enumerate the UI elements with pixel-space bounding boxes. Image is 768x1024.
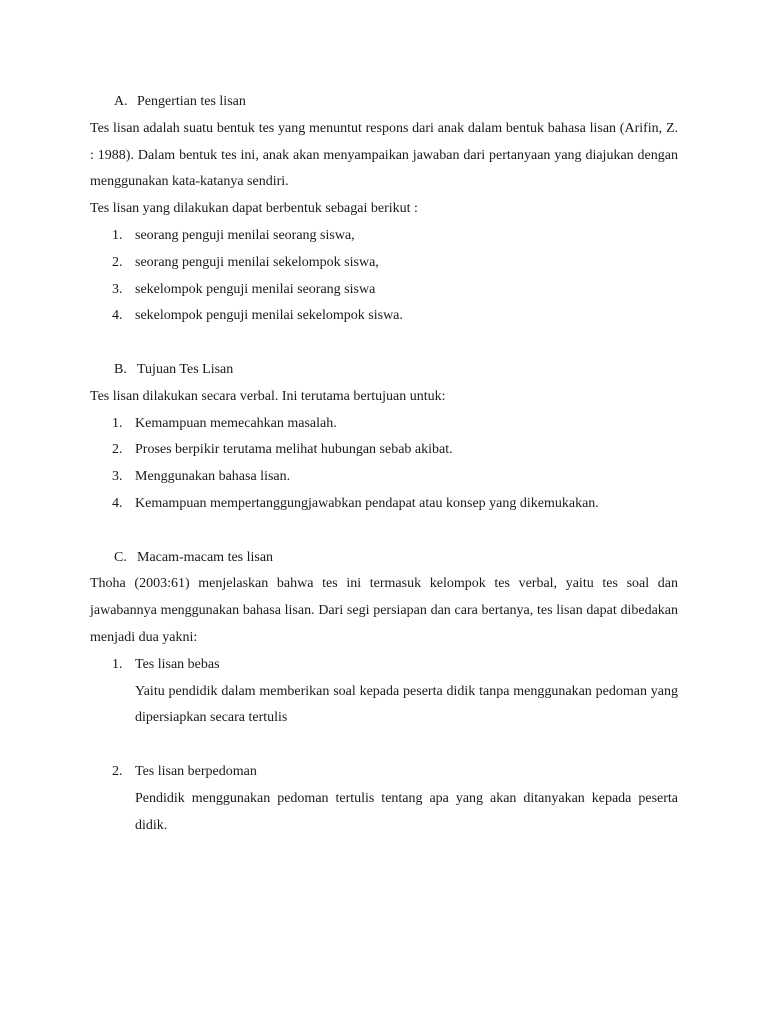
list-item-number: 2. (112, 254, 123, 270)
section-a-paragraph: Tes lisan adalah suatu bentuk tes yang menuntut respons dari anak dalam bentuk bahasa lisan (Arifin, Z. : 1988). Dalam bentuk tes ini, anak akan menyampaikan jawaban dari pertanyaan yang diajukan dengan menggunakan kata-katanya sendiri. (90, 120, 678, 190)
list-item (90, 491, 678, 518)
list-item-text: Kemampuan mempertanggungjawabkan pendapat atau konsep yang dikemukakan. (135, 495, 599, 511)
list-item-number: 4. (112, 495, 123, 511)
section-c-paragraph: Thoha (2003:61) menjelaskan bahwa tes ini termasuk kelompok tes verbal, yaitu tes soal dan jawabannya menggunakan bahasa lisan. Dari segi persiapan dan cara bertanya, tes lisan dapat dibedakan menjadi dua yakni: (90, 576, 678, 645)
list-item-number: 3. (112, 281, 123, 297)
list-item-number: 1. (112, 656, 123, 672)
list-item-text: Menggunakan bahasa lisan. (135, 469, 291, 485)
section-c-heading (90, 545, 678, 572)
list-item-text: seorang penguji menilai seorang siswa, (135, 227, 355, 243)
list-item-description: Pendidik menggunakan pedoman tertulis tentang apa yang akan ditanyakan kepada peserta didik. (135, 790, 678, 833)
section-c-title: Macam-macam tes lisan (137, 549, 274, 565)
list-item-number: 3. (112, 469, 123, 485)
list-item-text: seorang penguji menilai sekelompok siswa, (135, 254, 379, 270)
list-item-number: 4. (112, 308, 123, 324)
list-item (90, 652, 678, 679)
list-item-number: 1. (112, 415, 123, 431)
section-b-heading (90, 357, 678, 384)
list-item (90, 759, 678, 786)
list-item-text: sekelompok penguji menilai sekelompok siswa. (135, 308, 403, 324)
list-item (90, 464, 678, 491)
list-item-text: Proses berpikir terutama melihat hubungan sebab akibat. (135, 442, 453, 458)
list-item (90, 250, 678, 277)
document-page (90, 89, 678, 839)
spacer (90, 518, 678, 545)
list-item-number: 2. (112, 442, 123, 458)
list-item (90, 223, 678, 250)
section-a-heading (90, 89, 678, 116)
list-item (90, 277, 678, 304)
list-item-title: Tes lisan bebas (135, 656, 220, 672)
list-item (90, 303, 678, 330)
list-item-title: Tes lisan berpedoman (135, 763, 257, 779)
spacer (90, 732, 678, 759)
spacer (90, 330, 678, 357)
list-item-description: Yaitu pendidik dalam memberikan soal kepada peserta didik tanpa menggunakan pedoman yang dipersiapkan secara tertulis (135, 683, 678, 726)
list-item (90, 411, 678, 438)
list-item-number: 2. (112, 763, 123, 779)
section-a-marker: A. (114, 94, 128, 109)
list-item (90, 437, 678, 464)
list-item-number: 1. (112, 227, 123, 243)
list-item-text: Kemampuan memecahkan masalah. (135, 415, 337, 431)
list-item-text: sekelompok penguji menilai seorang siswa (135, 281, 376, 297)
section-a-title: Pengertian tes lisan (137, 94, 246, 109)
section-a-intro: Tes lisan yang dilakukan dapat berbentuk sebagai berikut : (90, 201, 418, 217)
section-b-intro: Tes lisan dilakukan secara verbal. Ini terutama bertujuan untuk: (90, 388, 446, 404)
section-b-marker: B. (114, 361, 127, 377)
section-b-title: Tujuan Tes Lisan (137, 361, 234, 377)
section-c-marker: C. (114, 549, 127, 565)
